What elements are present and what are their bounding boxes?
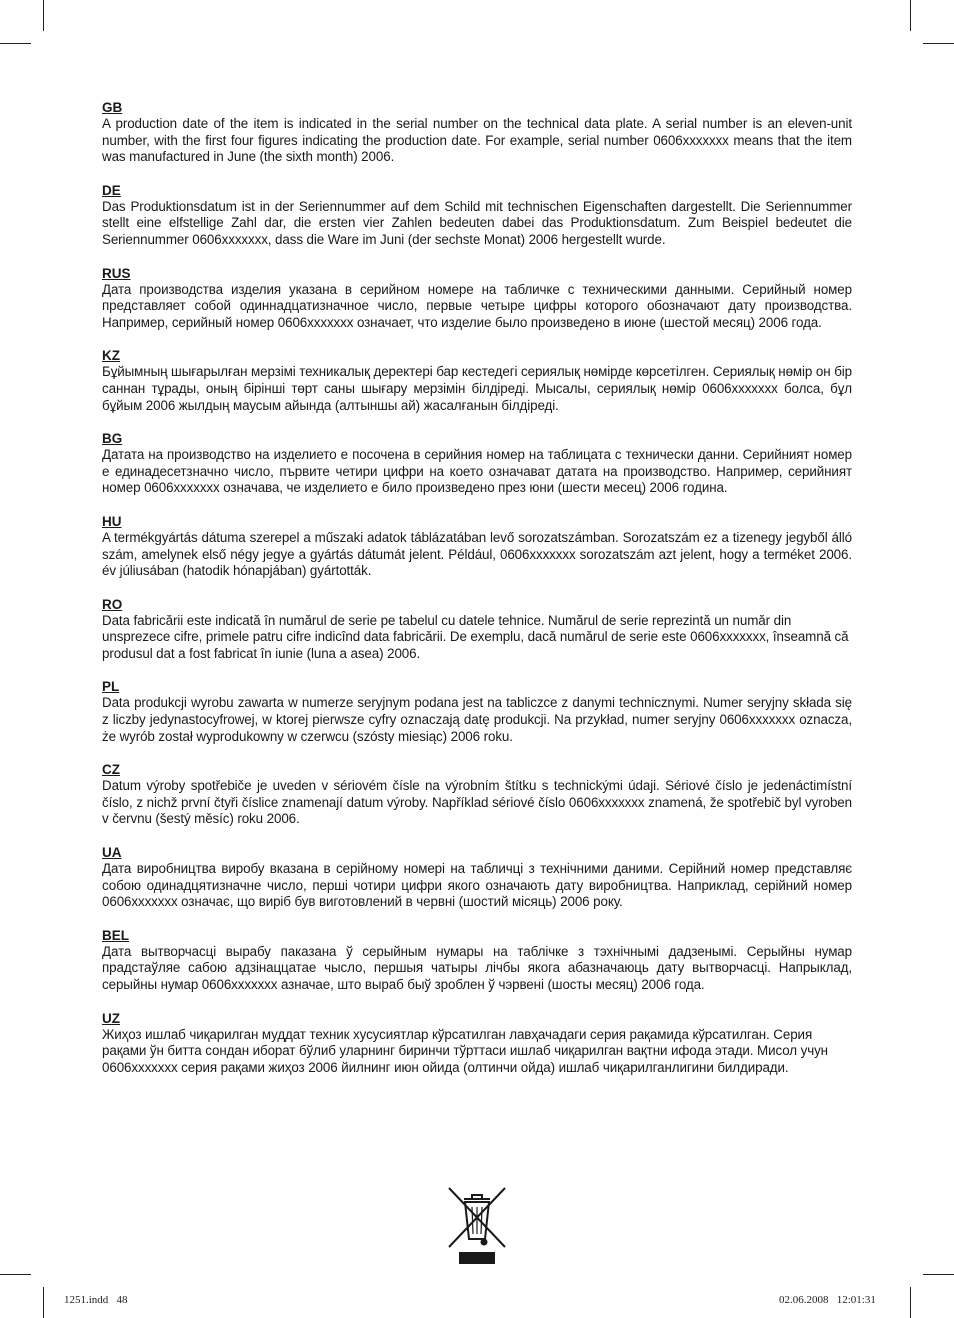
language-code: GB (102, 100, 123, 115)
crossed-out-wheelie-bin-icon (446, 1185, 508, 1265)
crop-mark (43, 0, 44, 31)
section-text: Дата виробництва виробу вказана в серійному номері на табличці з технічними даними. Серійний номер представляє собою одинадцятизначне число, перші чотири цифри якого означають дату виробництва. Наприклад, серійний номер 0606xxxxxxx означає, що виріб був виготовлений в червні (шостий місяць) 2006 року. (102, 861, 852, 910)
section-uz (102, 1010, 852, 1077)
document-body (102, 99, 852, 1092)
section-text: Datum výroby spotřebiče je uveden v sériovém čísle na výrobním štítku s technickými údaji. Sériové číslo je jedenáctimístní číslo, z nichž první čtyři číslice znamenají datum výroby. Například sériové číslo 0606xxxxxxx znamená, že spotřebič byl vyroben v červnu (šestý měsíc) roku 2006. (102, 778, 852, 827)
language-code: BEL (102, 927, 129, 943)
footer-file-info: 1251.indd 48 (64, 1294, 128, 1306)
language-code: UZ (102, 1010, 120, 1026)
language-code: DE (102, 182, 121, 198)
section-kz (102, 347, 852, 414)
section-pl (102, 678, 852, 745)
section-de (102, 182, 852, 249)
language-code: HU (102, 513, 122, 529)
section-text: Бұйымның шығарылған мерзімі техникалық деректері бар кестедегі сериялық нөмірде көрсетілген. Сериялық нөмір он бір саннан тұрады, оның бірінші төрт саны шығару мерзімін білдіреді. Мысалы, сериялық нөмір 0606xxxxxxx болса, бұл бұйым 2006 жылдың маусым айында (алтыншы ай) жасалғанын білдіреді. (102, 364, 852, 413)
crop-mark (0, 1274, 31, 1275)
section-text: Das Produktionsdatum ist in der Seriennummer auf dem Schild mit technischen Eigenschaften dargestellt. Die Seriennummer stellt eine elfstellige Zahl dar, die ersten vier Zahlen bedeuten dabei das Produktionsdatum. Zum Beispiel bedeutet die Seriennummer 0606xxxxxxx, dass die Ware im Juni (der sechste Monat) 2006 hergestellt wurde. (102, 198, 852, 247)
section-text: Дата производства изделия указана в серийном номере на табличке с техническими данными. Серийный номер представляет собой одиннадцатизначное число, первые четыре цифры которого обозначают дату производства. Например, серийный номер 0606xxxxxxx означает, что изделие было произведено в июне (шестой месяц) 2006 года. (102, 281, 852, 330)
section-bel (102, 927, 852, 994)
crop-mark (923, 1274, 954, 1275)
crop-mark (43, 1287, 44, 1318)
language-code: KZ (102, 348, 120, 364)
section-gb (102, 99, 852, 166)
section-text: Data produkcji wyrobu zawarta w numerze seryjnym podana jest na tabliczce z danymi technicznymi. Numer seryjny składa się z liczby jedynastocyfrowej, w ktorej pierwsze cyfry oznaczają datę produkcji. Na przykład, numer seryjny 0606xxxxxxx oznacza, że wyrób został wyprodukowny w czerwcu (szósty miesiąc) 2006 roku. (102, 695, 852, 744)
section-ro (102, 596, 852, 663)
language-code: BG (102, 431, 123, 447)
language-code: CZ (102, 762, 120, 778)
section-bg (102, 430, 852, 497)
language-code: RUS (102, 265, 131, 281)
section-text: A production date of the item is indicated in the serial number on the technical data plate. A serial number is an eleven-unit number, with the first four figures indicating the production date. For example, serial number 0606xxxxxxx means that the item was manufactured in June (the sixth month) 2006. (102, 116, 852, 165)
crop-mark (0, 43, 31, 44)
section-hu (102, 513, 852, 580)
section-text: A termékgyártás dátuma szerepel a műszaki adatok táblázatában levő sorozatszámban. Sorozatszám ez a tizenegy jegyből álló szám, amelynek első négy jegye a gyártás dátumát jelent. Például, 0606xxxxxxx sorozatszám azt jelent, hogy a terméket 2006. év júliusában (hatodik hónapjában) gyártották. (102, 529, 852, 579)
crop-mark (923, 43, 954, 44)
section-text: Датата на производство на изделието е посочена в серийния номер на таблицата с технически данни. Серийният номер е единадесетзначно число, първите четири цифри на което означават датата на производство. Например, серийният номер 0606xxxxxxx означава, че изделието е било произведено през юни (шести месец) 2006 година. (102, 447, 852, 496)
language-code: RO (102, 596, 123, 612)
crop-mark (910, 0, 911, 31)
section-text: Жиҳоз ишлаб чиқарилган муддат техник хусусиятлар кўрсатилган лавҳачадаги серия рақамида кўрсатилган. Серия рақами ўн битта сондан иборат бўлиб уларнинг биринчи тўрттаси ишлаб чиқарилган вақтни ифода этади. Мисол учун 0606xxxxxxx серия рақами жиҳоз 2006 йилнинг июн ойида (олтинчи ойда) ишлаб чиқарилганлигини билдиради. (102, 1026, 828, 1075)
section-rus (102, 265, 852, 332)
section-text: Дата вытворчасці вырабу паказана ў серыйным нумары на таблічке з тэхнічнымі дадзенымі. Серыйны нумар прадстаўляе сабою адзінаццатае чысло, першыя чатыры лічбы якога абазначаюць дату вытворчасці. Напрыклад, серыйны нумар 0606xxxxxxx азначае, што выраб быў зроблен ў чэрвені (шосты месяц) 2006 года. (102, 943, 852, 992)
crop-mark (910, 1287, 911, 1318)
section-ua (102, 844, 852, 911)
language-code: UA (102, 845, 122, 861)
footer-datetime: 02.06.2008 12:01:31 (779, 1294, 876, 1306)
language-code: PL (102, 679, 120, 695)
section-text: Data fabricării este indicată în numărul de serie pe tabelul cu datele tehnice. Numărul de serie reprezintă un număr din unsprezece cifre, primele patru cifre indicînd data fabricării. De exemplu, dacă numărul de serie este 0606xxxxxxx, înseamnă că produsul dat a fost fabricat în iunie (luna a asea) 2006. (102, 612, 849, 661)
section-cz (102, 761, 852, 828)
